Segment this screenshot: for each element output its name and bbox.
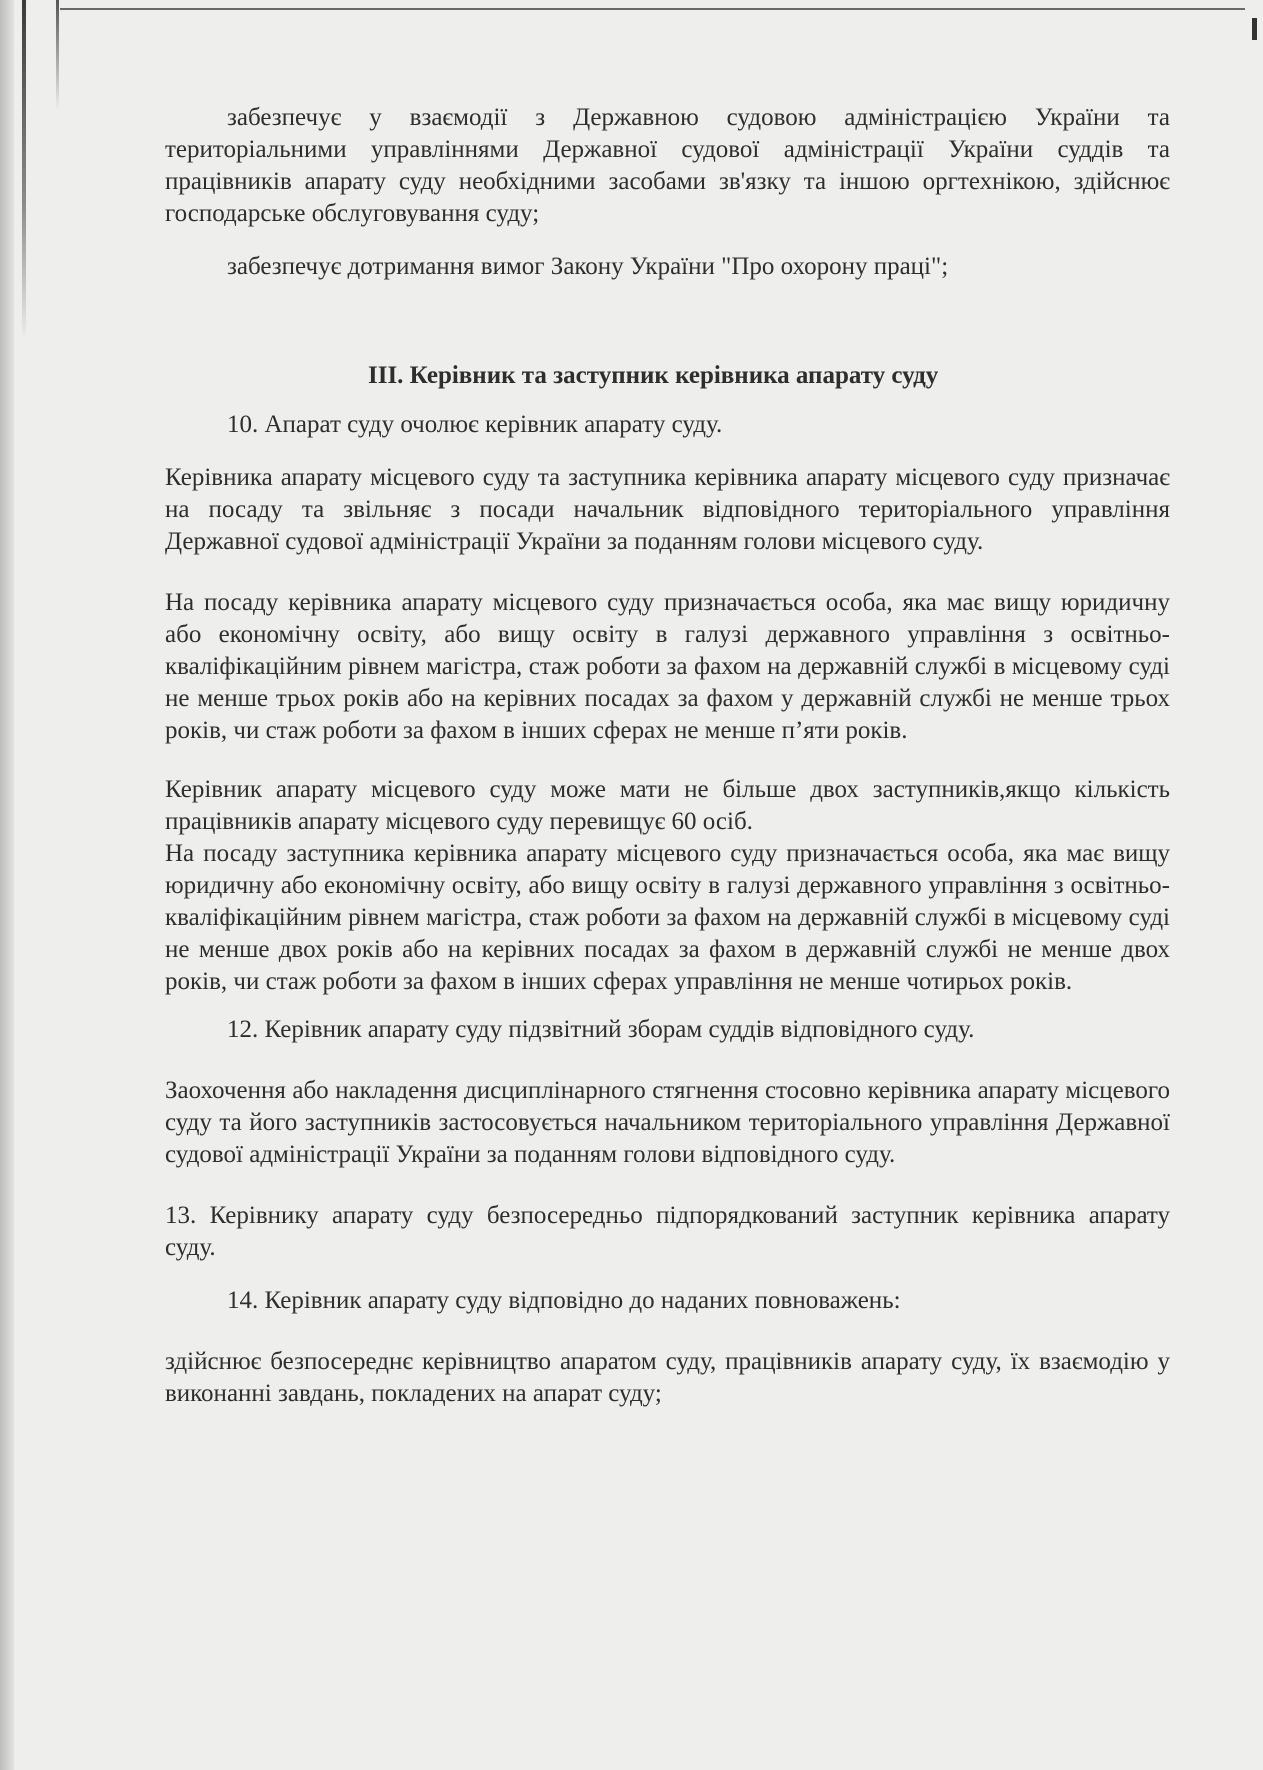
- paragraph-item-12: 12. Керівник апарату суду підзвітний зборам суддів відповідного суду.: [227, 1016, 975, 1043]
- paragraph-head-requirements: На посаду керівника апарату місцевого суду призначається особа, яка має вищу юридичну або економічну освіту, або вищу освіту в галузі державного управління з освітньо-кваліфікаційним рівнем магістра, стаж роботи за фахом на державній службі в місцевому суді не менше трьох років або на керівних посадах за фахом у державній службі не менше трьох років, чи стаж роботи за фахом в інших сферах не менше п’яти років.: [165, 589, 1170, 744]
- paragraph-appointment: Керівника апарату місцевого суду та заступника керівника апарату місцевого суду призначає на посаду та звільняє з посади начальник відповідного територіального управління Державної судової адміністрації України за поданням голови місцевого суду.: [165, 464, 1170, 555]
- scan-binding-mark: [22, 0, 26, 340]
- paragraph-disciplinary: Заохочення або накладення дисциплінарного стягнення стосовно керівника апарату місцевого суду та його заступників застосовується начальником територіального управління Державної судової адміністрації України за поданням голови відповідного суду.: [165, 1077, 1170, 1168]
- paragraph-labor-protection: забезпечує дотримання вимог Закону України "Про охорону праці";: [227, 253, 949, 280]
- paragraph-item-14: 14. Керівник апарату суду відповідно до наданих повноважень:: [227, 1287, 901, 1314]
- section-heading: ІІІ. Керівник та заступник керівника апарату суду: [368, 362, 939, 389]
- paragraph-deputy-requirements: На посаду заступника керівника апарату місцевого суду призначається особа, яка має вищу юридичну або економічну освіту, або вищу освіту в галузі державного управління з освітньо-кваліфікаційним рівнем магістра, стаж роботи за фахом на державній службі в місцевому суді не менше двох років або на керівних посадах за фахом в державній службі не менше двох років, чи стаж роботи за фахом в інших сферах управління не менше чотирьох років.: [165, 840, 1170, 995]
- scan-corner-mark: [1252, 18, 1257, 40]
- scan-binding-mark-secondary: [56, 0, 59, 110]
- paragraph-item-10: 10. Апарат суду очолює керівник апарату суду.: [227, 411, 723, 438]
- scan-top-edge: [60, 8, 1245, 10]
- paragraph-deputies-count: Керівник апарату місцевого суду може мати не більше двох заступників,якщо кількість працівників апарату місцевого суду перевищує 60 осіб.: [165, 776, 1170, 835]
- scan-left-edge: [0, 0, 14, 1770]
- document-page: [165, 102, 1170, 1410]
- paragraph-equipment: забезпечує у взаємодії з Державною судовою адміністрацією України та територіальними управліннями Державної судової адміністрації України суддів та працівників апарату суду необхідними засобами зв'язку та іншою оргтехнікою, здійснює господарське обслуговування суду;: [165, 104, 1170, 227]
- paragraph-direct-management: здійснює безпосереднє керівництво апаратом суду, працівників апарату суду, їх взаємодію у виконанні завдань, покладених на апарат суду;: [165, 1348, 1170, 1407]
- paragraph-item-13: 13. Керівнику апарату суду безпосередньо підпорядкований заступник керівника апарату суду.: [165, 1202, 1170, 1261]
